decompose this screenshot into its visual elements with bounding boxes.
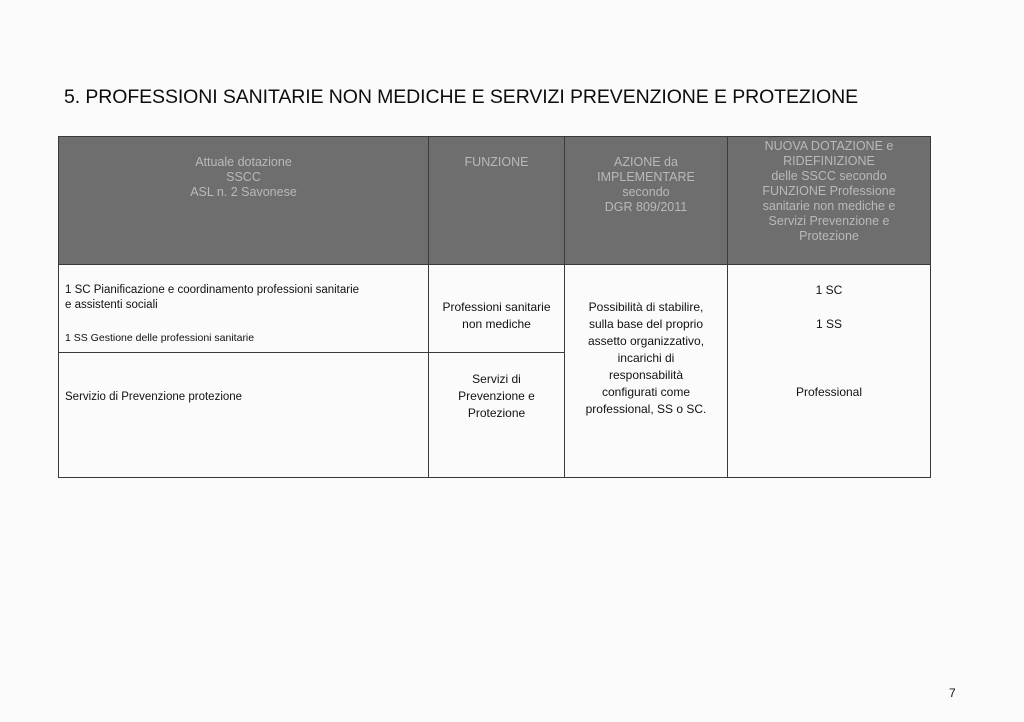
header-attuale-dotazione: Attuale dotazione SSCC ASL n. 2 Savonese bbox=[59, 137, 429, 265]
table-header-row bbox=[59, 137, 931, 265]
dotazione-table bbox=[58, 136, 931, 478]
header-azione-da-implementare: AZIONE da IMPLEMENTARE secondo DGR 809/2011 bbox=[565, 137, 728, 265]
table-row bbox=[59, 265, 931, 353]
cell-funzione-1: Professioni sanitarie non mediche bbox=[429, 265, 565, 353]
header-funzione: FUNZIONE bbox=[429, 137, 565, 265]
cell-azione-da-implementare: Possibilità di stabilire, sulla base del proprio assetto organizzativo, incarichi di responsabilità configurati come professional, SS o SC. bbox=[565, 265, 728, 478]
page-title: 5. PROFESSIONI SANITARIE NON MEDICHE E SERVIZI PREVENZIONE E PROTEZIONE bbox=[64, 86, 858, 108]
header-nuova-dotazione: NUOVA DOTAZIONE e RIDEFINIZIONE delle SSCC secondo FUNZIONE Professione sanitarie non mediche e Servizi Prevenzione e Protezione bbox=[728, 137, 931, 265]
cell-attuale-dotazione-2: Servizio di Prevenzione protezione bbox=[59, 353, 429, 478]
cell-nuova-dotazione: 1 SC 1 SS Professional bbox=[728, 265, 931, 478]
cell-funzione-2: Servizi di Prevenzione e Protezione bbox=[429, 353, 565, 478]
cell-attuale-dotazione-1: 1 SC Pianificazione e coordinamento professioni sanitarie e assistenti sociali 1 SS Gestione delle professioni sanitarie bbox=[59, 265, 429, 353]
page-number: 7 bbox=[949, 686, 956, 700]
